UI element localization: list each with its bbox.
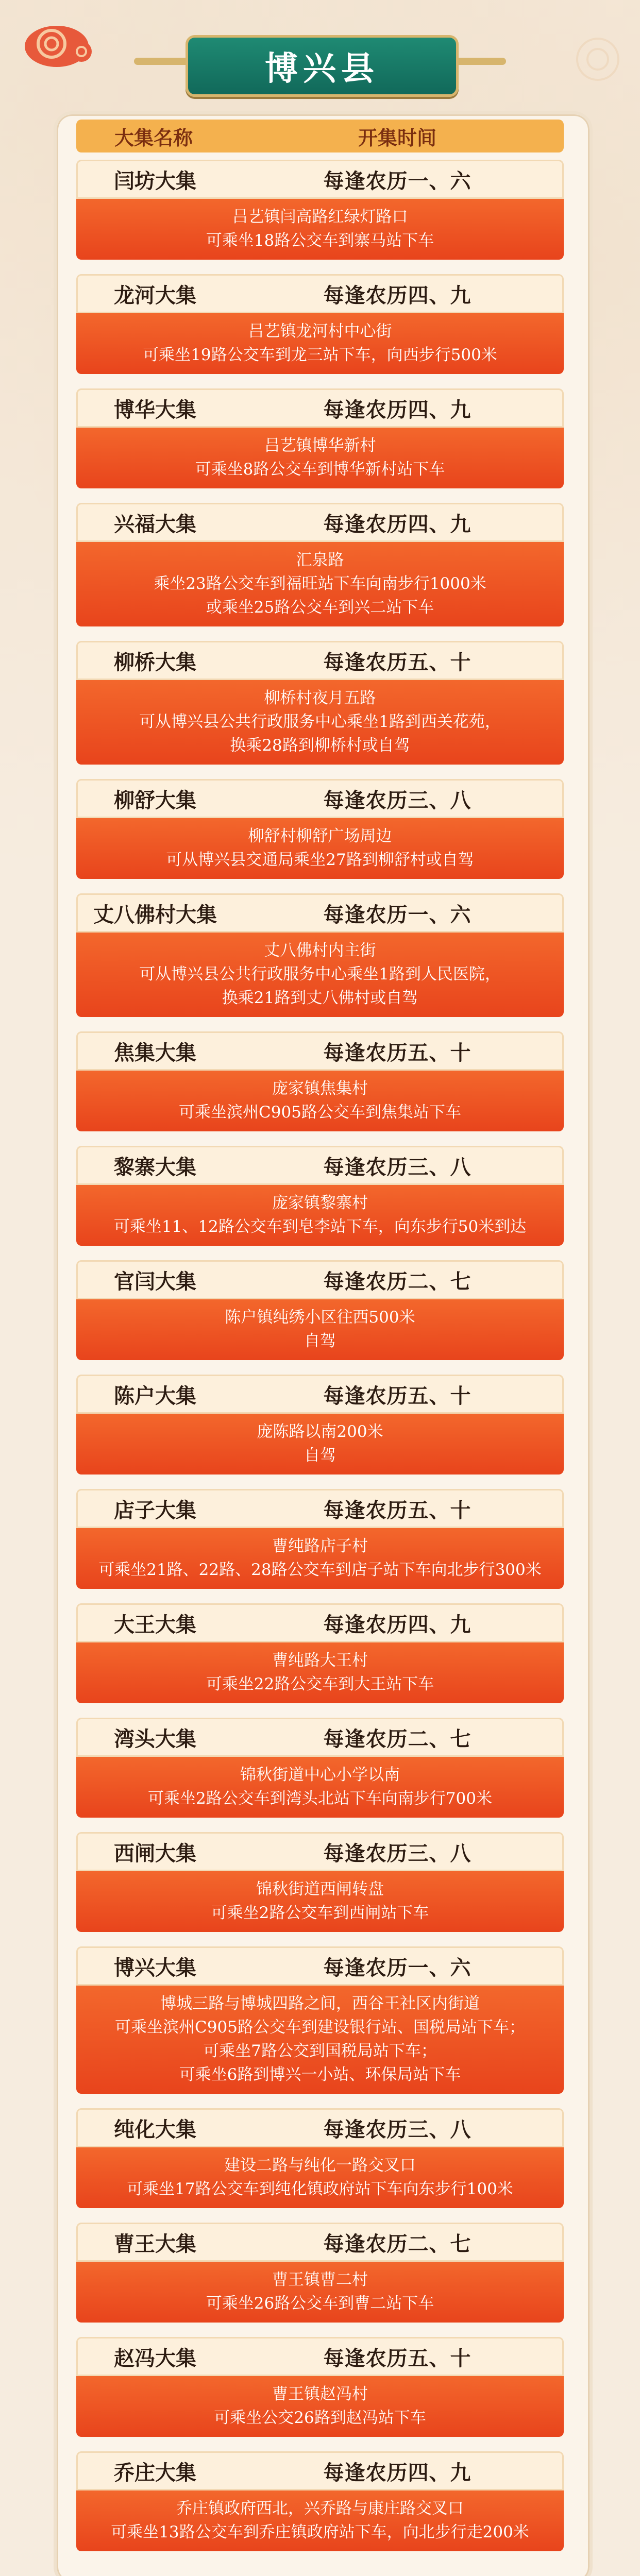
- address-line: 博城三路与博城四路之间，西谷王社区内街道: [160, 1994, 480, 2013]
- market-row-header: [76, 503, 564, 542]
- address-line: 可从博兴县公共行政服务中心乘坐1路到西关花苑，: [139, 713, 501, 731]
- market-entry: [76, 388, 564, 488]
- market-schedule: 每逢农历五、十: [323, 2346, 471, 2370]
- market-address: [76, 1185, 564, 1246]
- market-entry: [76, 1260, 564, 1360]
- market-entry: [76, 1489, 564, 1589]
- market-row-header: [76, 274, 564, 313]
- market-address: [76, 1528, 564, 1589]
- address-line: 可乘坐公交26路到赵冯站下车: [214, 2409, 426, 2427]
- market-row-header: [76, 641, 564, 680]
- market-address: [76, 2490, 564, 2551]
- market-row-header: [76, 1375, 564, 1414]
- address-line: 可乘坐18路公交车到寨马站下车: [206, 231, 434, 250]
- address-line: 吕艺镇博华新村: [264, 436, 376, 455]
- market-address: [76, 428, 564, 488]
- market-list: [76, 160, 564, 2566]
- address-line: 吕艺镇龙河村中心街: [248, 322, 392, 341]
- market-entry: [76, 1946, 564, 2094]
- address-line: 曹纯路大王村: [272, 1651, 368, 1670]
- market-row-header: [76, 2337, 564, 2376]
- market-row-header: [76, 2451, 564, 2490]
- address-line: 曹纯路店子村: [272, 1537, 368, 1555]
- address-line: 可乘坐22路公交车到大王站下车: [206, 1675, 434, 1693]
- market-name: 兴福大集: [114, 512, 196, 536]
- market-schedule: 每逢农历三、八: [323, 1155, 471, 1179]
- market-row-header: [76, 2108, 564, 2147]
- address-line: 可乘坐13路公交车到乔庄镇政府站下车，向北步行走200米: [111, 2523, 529, 2541]
- market-schedule: 每逢农历一、六: [323, 168, 471, 193]
- market-address: [76, 1071, 564, 1131]
- address-line: 可乘坐17路公交车到纯化镇政府站下车向东步行100米: [127, 2180, 513, 2198]
- market-schedule: 每逢农历四、九: [323, 1612, 471, 1637]
- market-name: 赵冯大集: [114, 2346, 196, 2370]
- market-name: 曹王大集: [114, 2231, 196, 2256]
- market-name: 博兴大集: [114, 1955, 196, 1980]
- market-entry: [76, 893, 564, 1017]
- market-name: 焦集大集: [114, 1040, 196, 1065]
- address-line: 可乘坐26路公交车到曹二站下车: [206, 2294, 434, 2313]
- cloud-ornament-right: [557, 31, 640, 88]
- address-line: 柳桥村夜月五路: [264, 689, 376, 707]
- market-entry: [76, 2337, 564, 2437]
- market-address: [76, 313, 564, 374]
- market-schedule: 每逢农历三、八: [323, 1841, 471, 1866]
- address-line: 可乘坐滨州C905路公交车到建设银行站、国税局站下车；: [115, 2018, 525, 2037]
- market-schedule: 每逢农历二、七: [323, 1269, 471, 1294]
- market-address: [76, 199, 564, 260]
- market-schedule: 每逢农历五、十: [323, 1383, 471, 1408]
- address-line: 换乘28路到柳桥村或自驾: [230, 736, 410, 755]
- market-name: 博华大集: [114, 397, 196, 422]
- address-line: 可乘坐7路公交到国税局站下车；: [203, 2042, 437, 2060]
- market-row-header: [76, 388, 564, 428]
- address-line: 庞家镇黎寨村: [272, 1194, 368, 1212]
- market-schedule: 每逢农历三、八: [323, 788, 471, 812]
- market-address: [76, 818, 564, 879]
- address-line: 可乘坐2路公交车到西闸站下车: [211, 1904, 429, 1922]
- market-entry: [76, 779, 564, 879]
- address-line: 可从博兴县交通局乘坐27路到柳舒村或自驾: [166, 851, 474, 869]
- market-address: [76, 933, 564, 1017]
- address-line: 自驾: [304, 1332, 336, 1350]
- address-line: 可乘坐11、12路公交车到皂李站下车，向东步行50米到达: [113, 1217, 527, 1236]
- market-row-header: [76, 1260, 564, 1299]
- market-row-header: [76, 1946, 564, 1986]
- market-schedule: 每逢农历四、九: [323, 397, 471, 422]
- market-schedule: 每逢农历一、六: [323, 902, 471, 927]
- market-name: 大王大集: [114, 1612, 196, 1637]
- market-entry: [76, 274, 564, 374]
- market-schedule: 每逢农历三、八: [323, 2117, 471, 2142]
- market-name: 西闸大集: [114, 1841, 196, 1866]
- market-name: 纯化大集: [114, 2117, 196, 2142]
- market-entry: [76, 160, 564, 260]
- market-schedule: 每逢农历四、九: [323, 283, 471, 308]
- address-line: 汇泉路: [296, 551, 344, 569]
- county-title-banner: [186, 35, 459, 97]
- market-address: [76, 1299, 564, 1360]
- address-line: 可乘坐6路到博兴一小站、环保局站下车: [179, 2065, 461, 2084]
- market-row-header: [76, 2223, 564, 2262]
- market-name: 黎寨大集: [114, 1155, 196, 1179]
- address-line: 陈户镇纯绣小区往西500米: [225, 1308, 415, 1327]
- market-address: [76, 2262, 564, 2323]
- market-name: 柳舒大集: [114, 788, 196, 812]
- address-line: 乔庄镇政府西北，兴乔路与康庄路交叉口: [176, 2499, 464, 2518]
- market-address: [76, 1642, 564, 1703]
- market-schedule: 每逢农历四、九: [323, 2460, 471, 2485]
- market-schedule: 每逢农历四、九: [323, 512, 471, 536]
- market-row-header: [76, 160, 564, 199]
- market-entry: [76, 1031, 564, 1131]
- market-name: 官闫大集: [114, 1269, 196, 1294]
- market-name: 闫坊大集: [114, 168, 196, 193]
- market-address: [76, 2147, 564, 2208]
- market-schedule: 每逢农历一、六: [323, 1955, 471, 1980]
- table-header: [76, 120, 564, 152]
- market-name: 店子大集: [114, 1498, 196, 1522]
- address-line: 可从博兴县公共行政服务中心乘坐1路到人民医院，: [139, 965, 501, 984]
- market-row-header: [76, 1031, 564, 1071]
- market-entry: [76, 641, 564, 765]
- market-row-header: [76, 1146, 564, 1185]
- market-address: [76, 680, 564, 765]
- market-address: [76, 2376, 564, 2437]
- address-line: 建设二路与纯化一路交叉口: [224, 2156, 416, 2175]
- address-line: 庞陈路以南200米: [257, 1422, 383, 1441]
- market-schedule: 每逢农历二、七: [323, 1726, 471, 1751]
- market-entry: [76, 2108, 564, 2208]
- address-line: 锦秋街道西闸转盘: [256, 1880, 384, 1899]
- market-name: 湾头大集: [114, 1726, 196, 1751]
- market-row-header: [76, 1603, 564, 1642]
- market-address: [76, 1414, 564, 1475]
- address-line: 可乘坐滨州C905路公交车到焦集站下车: [179, 1103, 461, 1122]
- market-schedule: 每逢农历五、十: [323, 1040, 471, 1065]
- address-line: 曹王镇曹二村: [272, 2270, 368, 2289]
- market-entry: [76, 2451, 564, 2551]
- address-line: 庞家镇焦集村: [272, 1079, 368, 1098]
- address-line: 乘坐23路公交车到福旺站下车向南步行1000米: [154, 574, 486, 593]
- market-schedule: 每逢农历五、十: [323, 1498, 471, 1522]
- address-line: 可乘坐2路公交车到湾头北站下车向南步行700米: [148, 1789, 492, 1808]
- header-name: 大集名称: [114, 126, 193, 149]
- market-address: [76, 542, 564, 626]
- market-entry: [76, 1603, 564, 1703]
- market-entry: [76, 1375, 564, 1475]
- market-row-header: [76, 1489, 564, 1528]
- market-entry: [76, 1146, 564, 1246]
- market-entry: [76, 2223, 564, 2323]
- address-line: 或乘坐25路公交车到兴二站下车: [206, 598, 434, 617]
- header-time: 开集时间: [358, 126, 436, 149]
- market-row-header: [76, 1718, 564, 1757]
- market-entry: [76, 1718, 564, 1818]
- address-line: 换乘21路到丈八佛村或自驾: [222, 989, 418, 1007]
- market-entry: [76, 1832, 564, 1932]
- market-name: 陈户大集: [114, 1383, 196, 1408]
- market-address: [76, 1871, 564, 1932]
- market-name: 丈八佛村大集: [93, 902, 217, 927]
- market-address: [76, 1986, 564, 2094]
- county-title: 博兴县: [265, 49, 379, 88]
- market-name: 柳桥大集: [114, 650, 196, 674]
- market-entry: [76, 503, 564, 626]
- market-row-header: [76, 779, 564, 818]
- market-name: 乔庄大集: [114, 2460, 196, 2485]
- market-row-header: [76, 893, 564, 933]
- market-name: 龙河大集: [114, 283, 196, 308]
- address-line: 可乘坐21路、22路、28路公交车到店子站下车向北步行300米: [98, 1561, 542, 1579]
- address-line: 自驾: [304, 1446, 336, 1465]
- address-line: 可乘坐8路公交车到博华新村站下车: [195, 460, 445, 479]
- market-schedule: 每逢农历五、十: [323, 650, 471, 674]
- address-line: 可乘坐19路公交车到龙三站下车，向西步行500米: [143, 346, 497, 364]
- address-line: 吕艺镇闫高路红绿灯路口: [232, 208, 408, 226]
- cloud-ornament-left: [21, 15, 108, 72]
- address-line: 曹王镇赵冯村: [272, 2385, 368, 2403]
- market-schedule: 每逢农历二、七: [323, 2231, 471, 2256]
- address-line: 丈八佛村内主街: [264, 941, 376, 960]
- market-address: [76, 1757, 564, 1818]
- address-line: 柳舒村柳舒广场周边: [248, 827, 392, 845]
- market-row-header: [76, 1832, 564, 1871]
- address-line: 锦秋街道中心小学以南: [240, 1766, 400, 1784]
